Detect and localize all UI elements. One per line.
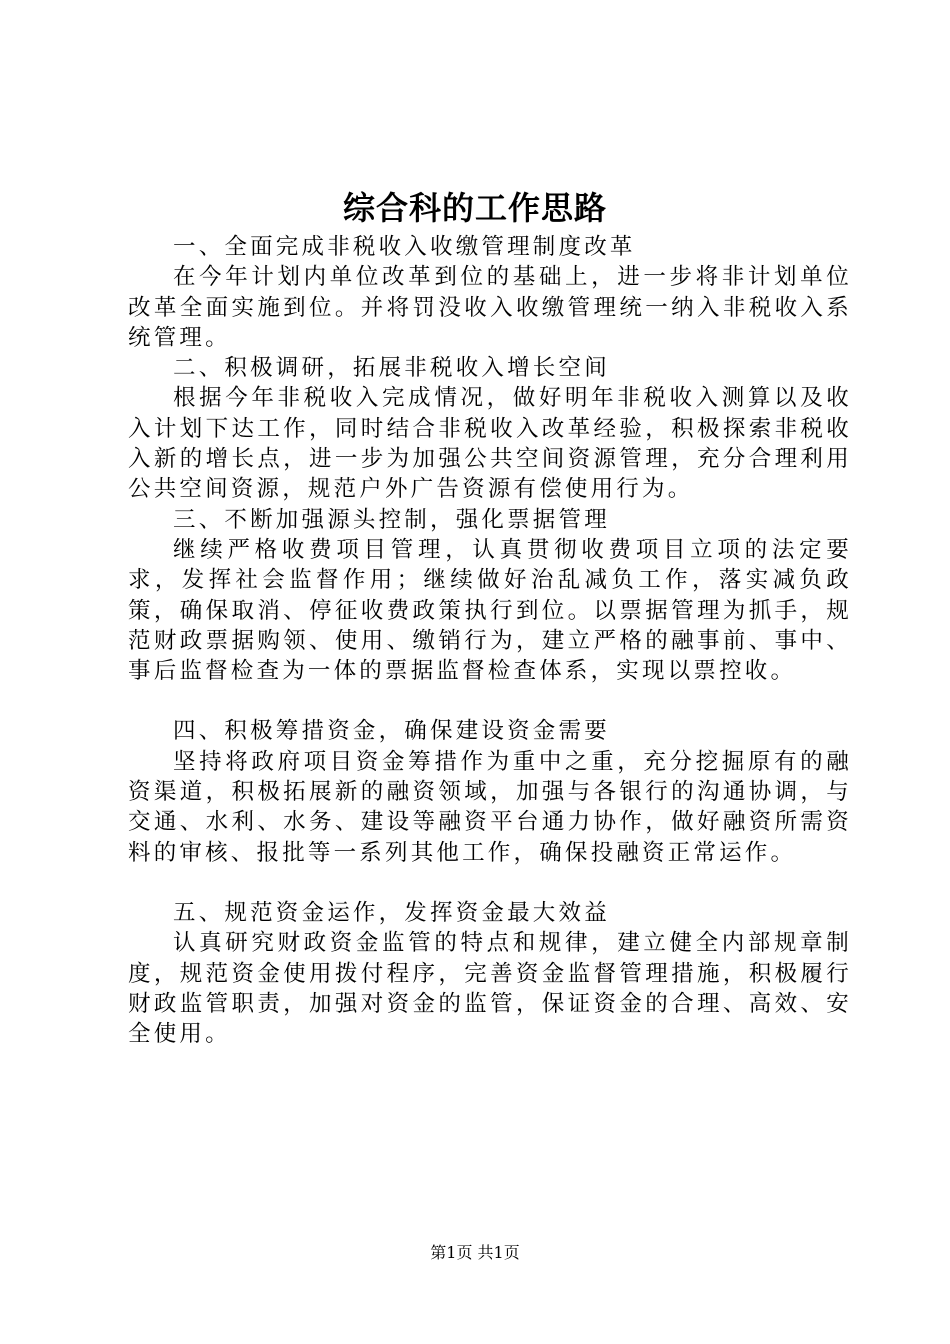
- section-paragraph-1: 在今年计划内单位改革到位的基础上，进一步将非计划单位改革全面实施到位。并将罚没收入收缴管理统一纳入非税收入系统管理。: [128, 264, 852, 351]
- section-paragraph-3: 继续严格收费项目管理，认真贯彻收费项目立项的法定要求，发挥社会监督作用；继续做好治乱减负工作，落实减负政策，确保取消、停征收费政策执行到位。以票据管理为抓手，规范财政票据购领、使用、缴销行为，建立严格的融事前、事中、事后监督检查为一体的票据监督检查体系，实现以票控收。: [128, 536, 852, 685]
- page-footer: 第1页 共1页: [430, 1243, 520, 1262]
- section-paragraph-2: 根据今年非税收入完成情况，做好明年非税收入测算以及收入计划下达工作，同时结合非税收入改革经验，积极探索非税收入新的增长点，进一步为加强公共空间资源管理，充分合理利用公共空间资源，规范户外广告资源有偿使用行为。: [128, 385, 852, 503]
- section-paragraph-5: 认真研究财政资金监管的特点和规律，建立健全内部规章制度，规范资金使用拨付程序，完善资金监督管理措施，积极履行财政监管职责，加强对资金的监管，保证资金的合理、高效、安全使用。: [128, 930, 852, 1048]
- section-heading-4: 四、积极筹措资金，确保建设资金需要: [173, 718, 610, 745]
- section-heading-2: 二、积极调研，拓展非税收入增长空间: [173, 355, 610, 382]
- section-paragraph-4: 坚持将政府项目资金筹措作为重中之重，充分挖掘原有的融资渠道，积极拓展新的融资领域，加强与各银行的沟通协调，与交通、水利、水务、建设等融资平台通力协作，做好融资所需资料的审核、报批等一系列其他工作，确保投融资正常运作。: [128, 748, 852, 866]
- section-heading-1: 一、全面完成非税收入收缴管理制度改革: [173, 234, 636, 260]
- document-body: [128, 232, 852, 1049]
- document-title: 综合科的工作思路: [342, 189, 607, 227]
- section-heading-5: 五、规范资金运作，发挥资金最大效益: [173, 899, 610, 926]
- section-heading-3: 三、不断加强源头控制，强化票据管理: [173, 506, 610, 533]
